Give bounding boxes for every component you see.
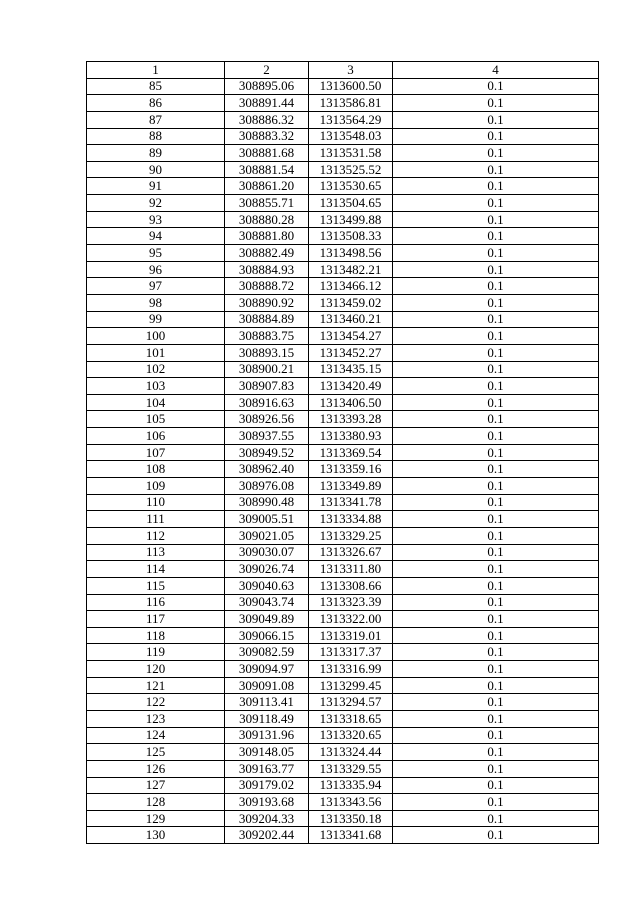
x-coordinate-cell: 309066.15	[225, 627, 309, 644]
y-coordinate-cell: 1313308.66	[309, 577, 393, 594]
value-cell: 0.1	[393, 444, 599, 461]
x-coordinate-cell: 308937.55	[225, 428, 309, 445]
table-row	[87, 428, 599, 445]
y-coordinate-cell: 1313369.54	[309, 444, 393, 461]
point-number-cell: 105	[87, 411, 225, 428]
point-number-cell: 111	[87, 511, 225, 528]
value-cell: 0.1	[393, 494, 599, 511]
y-coordinate-cell: 1313586.81	[309, 95, 393, 112]
value-cell: 0.1	[393, 561, 599, 578]
point-number-cell: 130	[87, 827, 225, 844]
point-number-cell: 113	[87, 544, 225, 561]
point-number-cell: 98	[87, 294, 225, 311]
table-row	[87, 661, 599, 678]
y-coordinate-cell: 1313600.50	[309, 78, 393, 95]
table-row	[87, 794, 599, 811]
y-coordinate-cell: 1313531.58	[309, 145, 393, 162]
x-coordinate-cell: 309179.02	[225, 777, 309, 794]
point-number-cell: 94	[87, 228, 225, 245]
x-coordinate-cell: 308883.75	[225, 328, 309, 345]
y-coordinate-cell: 1313454.27	[309, 328, 393, 345]
value-cell: 0.1	[393, 411, 599, 428]
point-number-cell: 117	[87, 611, 225, 628]
x-coordinate-cell: 309030.07	[225, 544, 309, 561]
point-number-cell: 124	[87, 727, 225, 744]
table-row	[87, 95, 599, 112]
point-number-cell: 99	[87, 311, 225, 328]
table-header-row	[87, 62, 599, 79]
value-cell: 0.1	[393, 78, 599, 95]
x-coordinate-cell: 308884.93	[225, 261, 309, 278]
y-coordinate-cell: 1313316.99	[309, 661, 393, 678]
value-cell: 0.1	[393, 361, 599, 378]
table-row	[87, 228, 599, 245]
point-number-cell: 109	[87, 478, 225, 495]
x-coordinate-cell: 309049.89	[225, 611, 309, 628]
y-coordinate-cell: 1313420.49	[309, 378, 393, 395]
point-number-cell: 122	[87, 694, 225, 711]
x-coordinate-cell: 308884.89	[225, 311, 309, 328]
table-row	[87, 195, 599, 212]
value-cell: 0.1	[393, 261, 599, 278]
x-coordinate-cell: 309091.08	[225, 677, 309, 694]
table-row	[87, 694, 599, 711]
value-cell: 0.1	[393, 228, 599, 245]
value-cell: 0.1	[393, 245, 599, 262]
x-coordinate-cell: 309113.41	[225, 694, 309, 711]
point-number-cell: 123	[87, 710, 225, 727]
table-row	[87, 478, 599, 495]
point-number-cell: 87	[87, 111, 225, 128]
y-coordinate-cell: 1313466.12	[309, 278, 393, 295]
table-row	[87, 78, 599, 95]
value-cell: 0.1	[393, 527, 599, 544]
point-number-cell: 125	[87, 744, 225, 761]
point-number-cell: 92	[87, 195, 225, 212]
value-cell: 0.1	[393, 727, 599, 744]
y-coordinate-cell: 1313359.16	[309, 461, 393, 478]
point-number-cell: 93	[87, 211, 225, 228]
value-cell: 0.1	[393, 95, 599, 112]
table-row	[87, 394, 599, 411]
y-coordinate-cell: 1313530.65	[309, 178, 393, 195]
y-coordinate-cell: 1313329.25	[309, 527, 393, 544]
x-coordinate-cell: 308861.20	[225, 178, 309, 195]
table-row	[87, 328, 599, 345]
x-coordinate-cell: 309094.97	[225, 661, 309, 678]
y-coordinate-cell: 1313335.94	[309, 777, 393, 794]
table-row	[87, 727, 599, 744]
point-number-cell: 116	[87, 594, 225, 611]
coordinates-table	[86, 61, 599, 844]
point-number-cell: 103	[87, 378, 225, 395]
y-coordinate-cell: 1313294.57	[309, 694, 393, 711]
value-cell: 0.1	[393, 461, 599, 478]
table-row	[87, 378, 599, 395]
table-row	[87, 611, 599, 628]
x-coordinate-cell: 308883.32	[225, 128, 309, 145]
value-cell: 0.1	[393, 161, 599, 178]
table-body	[87, 62, 599, 844]
value-cell: 0.1	[393, 627, 599, 644]
x-coordinate-cell: 308880.28	[225, 211, 309, 228]
table-row	[87, 245, 599, 262]
value-cell: 0.1	[393, 777, 599, 794]
value-cell: 0.1	[393, 594, 599, 611]
x-coordinate-cell: 309131.96	[225, 727, 309, 744]
y-coordinate-cell: 1313482.21	[309, 261, 393, 278]
value-cell: 0.1	[393, 294, 599, 311]
value-cell: 0.1	[393, 478, 599, 495]
value-cell: 0.1	[393, 328, 599, 345]
y-coordinate-cell: 1313323.39	[309, 594, 393, 611]
point-number-cell: 100	[87, 328, 225, 345]
table-row	[87, 511, 599, 528]
value-cell: 0.1	[393, 577, 599, 594]
value-cell: 0.1	[393, 544, 599, 561]
x-coordinate-cell: 309043.74	[225, 594, 309, 611]
x-coordinate-cell: 308949.52	[225, 444, 309, 461]
table-row	[87, 211, 599, 228]
x-coordinate-cell: 308900.21	[225, 361, 309, 378]
x-coordinate-cell: 308976.08	[225, 478, 309, 495]
x-coordinate-cell: 308886.32	[225, 111, 309, 128]
table-row	[87, 627, 599, 644]
y-coordinate-cell: 1313564.29	[309, 111, 393, 128]
table-row	[87, 777, 599, 794]
y-coordinate-cell: 1313499.88	[309, 211, 393, 228]
value-cell: 0.1	[393, 394, 599, 411]
table-row	[87, 494, 599, 511]
y-coordinate-cell: 1313460.21	[309, 311, 393, 328]
point-number-cell: 91	[87, 178, 225, 195]
point-number-cell: 114	[87, 561, 225, 578]
point-number-cell: 119	[87, 644, 225, 661]
y-coordinate-cell: 1313498.56	[309, 245, 393, 262]
x-coordinate-cell: 308881.54	[225, 161, 309, 178]
table-row	[87, 744, 599, 761]
x-coordinate-cell: 308916.63	[225, 394, 309, 411]
y-coordinate-cell: 1313435.15	[309, 361, 393, 378]
y-coordinate-cell: 1313319.01	[309, 627, 393, 644]
x-coordinate-cell: 309163.77	[225, 760, 309, 777]
y-coordinate-cell: 1313452.27	[309, 344, 393, 361]
x-coordinate-cell: 308926.56	[225, 411, 309, 428]
y-coordinate-cell: 1313343.56	[309, 794, 393, 811]
table-row	[87, 544, 599, 561]
point-number-cell: 108	[87, 461, 225, 478]
y-coordinate-cell: 1313508.33	[309, 228, 393, 245]
value-cell: 0.1	[393, 694, 599, 711]
point-number-cell: 129	[87, 810, 225, 827]
x-coordinate-cell: 309026.74	[225, 561, 309, 578]
table-row	[87, 810, 599, 827]
y-coordinate-cell: 1313380.93	[309, 428, 393, 445]
table-row	[87, 577, 599, 594]
column-header: 1	[87, 62, 225, 79]
x-coordinate-cell: 309021.05	[225, 527, 309, 544]
x-coordinate-cell: 308888.72	[225, 278, 309, 295]
value-cell: 0.1	[393, 661, 599, 678]
table-row	[87, 444, 599, 461]
table-row	[87, 145, 599, 162]
x-coordinate-cell: 308881.68	[225, 145, 309, 162]
column-header: 3	[309, 62, 393, 79]
value-cell: 0.1	[393, 211, 599, 228]
point-number-cell: 90	[87, 161, 225, 178]
y-coordinate-cell: 1313341.68	[309, 827, 393, 844]
value-cell: 0.1	[393, 344, 599, 361]
point-number-cell: 104	[87, 394, 225, 411]
y-coordinate-cell: 1313322.00	[309, 611, 393, 628]
point-number-cell: 102	[87, 361, 225, 378]
y-coordinate-cell: 1313341.78	[309, 494, 393, 511]
table-row	[87, 644, 599, 661]
y-coordinate-cell: 1313393.28	[309, 411, 393, 428]
table-row	[87, 827, 599, 844]
table-row	[87, 361, 599, 378]
y-coordinate-cell: 1313311.80	[309, 561, 393, 578]
x-coordinate-cell: 308855.71	[225, 195, 309, 212]
table-row	[87, 760, 599, 777]
value-cell: 0.1	[393, 827, 599, 844]
value-cell: 0.1	[393, 710, 599, 727]
x-coordinate-cell: 309148.05	[225, 744, 309, 761]
value-cell: 0.1	[393, 644, 599, 661]
value-cell: 0.1	[393, 611, 599, 628]
point-number-cell: 85	[87, 78, 225, 95]
y-coordinate-cell: 1313329.55	[309, 760, 393, 777]
value-cell: 0.1	[393, 111, 599, 128]
table-row	[87, 677, 599, 694]
point-number-cell: 110	[87, 494, 225, 511]
x-coordinate-cell: 308881.80	[225, 228, 309, 245]
y-coordinate-cell: 1313317.37	[309, 644, 393, 661]
x-coordinate-cell: 309118.49	[225, 710, 309, 727]
point-number-cell: 127	[87, 777, 225, 794]
point-number-cell: 97	[87, 278, 225, 295]
table-row	[87, 161, 599, 178]
value-cell: 0.1	[393, 195, 599, 212]
point-number-cell: 88	[87, 128, 225, 145]
x-coordinate-cell: 308882.49	[225, 245, 309, 262]
table-row	[87, 561, 599, 578]
x-coordinate-cell: 308891.44	[225, 95, 309, 112]
table-row	[87, 128, 599, 145]
y-coordinate-cell: 1313318.65	[309, 710, 393, 727]
table-row	[87, 261, 599, 278]
table-row	[87, 278, 599, 295]
point-number-cell: 95	[87, 245, 225, 262]
table-row	[87, 594, 599, 611]
point-number-cell: 89	[87, 145, 225, 162]
x-coordinate-cell: 308895.06	[225, 78, 309, 95]
table-row	[87, 344, 599, 361]
y-coordinate-cell: 1313320.65	[309, 727, 393, 744]
y-coordinate-cell: 1313334.88	[309, 511, 393, 528]
table-row	[87, 111, 599, 128]
y-coordinate-cell: 1313349.89	[309, 478, 393, 495]
point-number-cell: 121	[87, 677, 225, 694]
x-coordinate-cell: 308890.92	[225, 294, 309, 311]
point-number-cell: 107	[87, 444, 225, 461]
x-coordinate-cell: 309040.63	[225, 577, 309, 594]
value-cell: 0.1	[393, 760, 599, 777]
x-coordinate-cell: 308962.40	[225, 461, 309, 478]
x-coordinate-cell: 309005.51	[225, 511, 309, 528]
table-row	[87, 527, 599, 544]
x-coordinate-cell: 309202.44	[225, 827, 309, 844]
point-number-cell: 106	[87, 428, 225, 445]
value-cell: 0.1	[393, 145, 599, 162]
value-cell: 0.1	[393, 511, 599, 528]
y-coordinate-cell: 1313504.65	[309, 195, 393, 212]
table-row	[87, 411, 599, 428]
point-number-cell: 101	[87, 344, 225, 361]
y-coordinate-cell: 1313299.45	[309, 677, 393, 694]
y-coordinate-cell: 1313324.44	[309, 744, 393, 761]
column-header: 4	[393, 62, 599, 79]
y-coordinate-cell: 1313350.18	[309, 810, 393, 827]
value-cell: 0.1	[393, 278, 599, 295]
x-coordinate-cell: 309082.59	[225, 644, 309, 661]
y-coordinate-cell: 1313525.52	[309, 161, 393, 178]
value-cell: 0.1	[393, 677, 599, 694]
x-coordinate-cell: 308990.48	[225, 494, 309, 511]
column-header: 2	[225, 62, 309, 79]
value-cell: 0.1	[393, 311, 599, 328]
point-number-cell: 112	[87, 527, 225, 544]
table-row	[87, 178, 599, 195]
point-number-cell: 86	[87, 95, 225, 112]
point-number-cell: 126	[87, 760, 225, 777]
table-row	[87, 311, 599, 328]
y-coordinate-cell: 1313326.67	[309, 544, 393, 561]
value-cell: 0.1	[393, 128, 599, 145]
y-coordinate-cell: 1313459.02	[309, 294, 393, 311]
x-coordinate-cell: 308893.15	[225, 344, 309, 361]
y-coordinate-cell: 1313548.03	[309, 128, 393, 145]
value-cell: 0.1	[393, 810, 599, 827]
point-number-cell: 115	[87, 577, 225, 594]
value-cell: 0.1	[393, 378, 599, 395]
table-row	[87, 710, 599, 727]
table-row	[87, 461, 599, 478]
point-number-cell: 120	[87, 661, 225, 678]
value-cell: 0.1	[393, 178, 599, 195]
y-coordinate-cell: 1313406.50	[309, 394, 393, 411]
x-coordinate-cell: 308907.83	[225, 378, 309, 395]
point-number-cell: 118	[87, 627, 225, 644]
value-cell: 0.1	[393, 428, 599, 445]
x-coordinate-cell: 309193.68	[225, 794, 309, 811]
table-row	[87, 294, 599, 311]
point-number-cell: 128	[87, 794, 225, 811]
value-cell: 0.1	[393, 794, 599, 811]
point-number-cell: 96	[87, 261, 225, 278]
value-cell: 0.1	[393, 744, 599, 761]
x-coordinate-cell: 309204.33	[225, 810, 309, 827]
